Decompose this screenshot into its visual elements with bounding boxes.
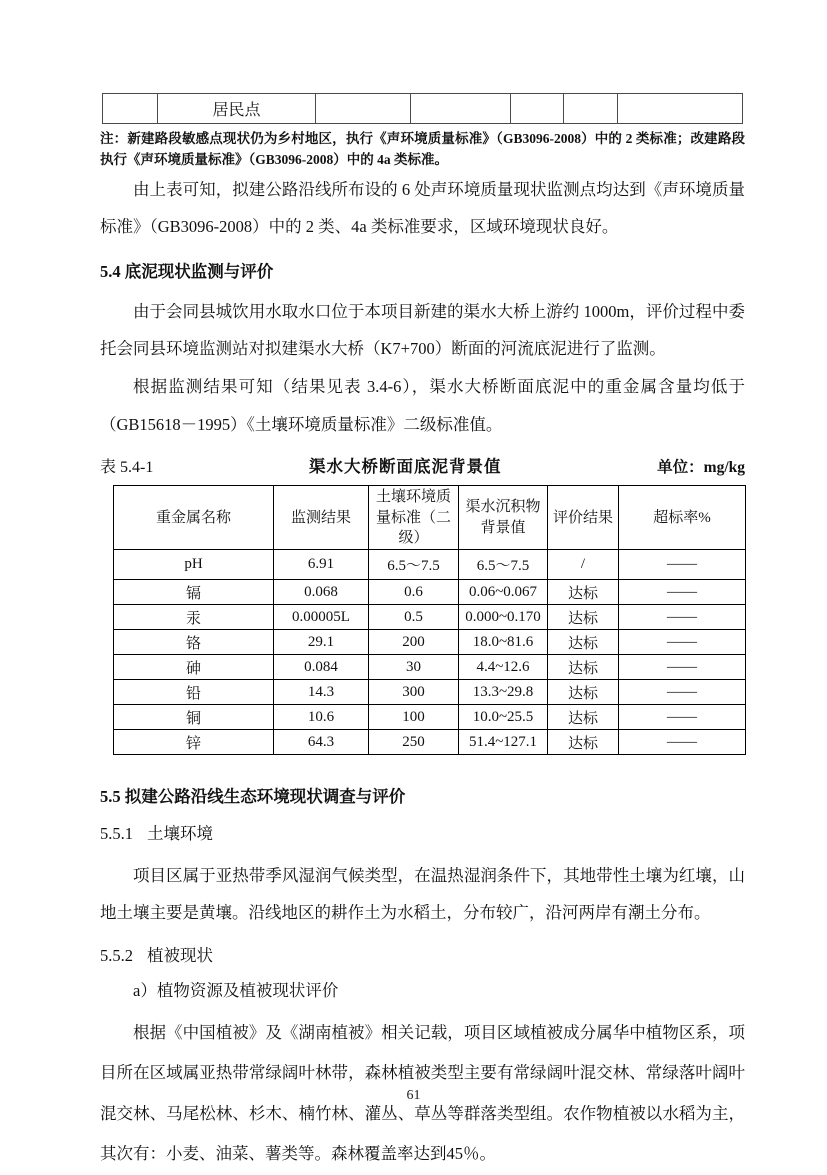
sediment-background-table: [113, 485, 746, 755]
cell-exceed: ——: [619, 630, 746, 655]
table-row-mercury: [114, 605, 746, 630]
cell-metal: 铬: [114, 630, 274, 655]
cell-eval: 达标: [548, 730, 619, 755]
header-sediment-background: 渠水沉积物背景值: [459, 486, 548, 550]
cell-metal: 锌: [114, 730, 274, 755]
empty-cell: [564, 94, 618, 124]
section-5-5-heading: 5.5 拟建公路沿线生态环境现状调查与评价: [100, 787, 406, 806]
table-label: 表 5.4-1: [100, 459, 154, 477]
noise-monitoring-table-fragment: [102, 93, 743, 124]
cell-result: 0.084: [274, 655, 369, 680]
header-eval-result: 评价结果: [548, 486, 619, 550]
cell-result: 6.91: [274, 550, 369, 580]
section-number: 5.5.1: [100, 823, 133, 843]
table-row-ph: [114, 550, 746, 580]
table-unit: 单位：mg/kg: [657, 459, 745, 477]
cell-result: 0.00005L: [274, 605, 369, 630]
cell-background: 13.3~29.8: [459, 680, 548, 705]
cell-standard: 6.5～7.5: [369, 550, 459, 580]
cell-result: 10.6: [274, 705, 369, 730]
section-5-5-2-heading: [100, 944, 745, 969]
cell-exceed: ——: [619, 550, 746, 580]
cell-exceed: ——: [619, 705, 746, 730]
cell-metal: 砷: [114, 655, 274, 680]
document-page: [100, 93, 745, 1175]
cell-eval: 达标: [548, 705, 619, 730]
noise-standard-note: 注：新建路段敏感点现状仍为乡村地区，执行《声环境质量标准》（GB3096-2008）中的 2 类标准；改建路段执行《声环境质量标准》（GB3096-2008）中的 4a 类标准。: [100, 131, 745, 167]
page-number: 61: [406, 1088, 421, 1103]
noise-conclusion-paragraph: 由上表可知，拟建公路沿线所布设的 6 处声环境质量现状监测点均达到《声环境质量标准》（GB3096-2008）中的 2 类、4a 类标准要求，区域环境现状良好。: [100, 179, 745, 237]
soil-paragraph: 项目区属于亚热带季风湿润气候类型，在温热湿润条件下，其地带性土壤为红壤，山地土壤主要是黄壤。沿线地区的耕作土为水稻土，分布较广，沿河两岸有潮土分布。: [100, 865, 745, 923]
empty-cell: [316, 94, 411, 124]
cell-exceed: ——: [619, 605, 746, 630]
cell-result: 29.1: [274, 630, 369, 655]
vegetation-paragraph: 根据《中国植被》及《湖南植被》相关记载，项目区域植被成分属华中植物区系，项目所在区域属亚热带常绿阔叶林带，森林植被类型主要有常绿阔叶混交林、常绿落叶阔叶混交林、马尾松林、杉木、楠竹林、灌丛、草丛等群落类型组。农作物植被以水稻为主，其次有：小麦、油菜、薯类等。森林覆盖率达到45％。: [100, 1022, 745, 1164]
cell-exceed: ——: [619, 680, 746, 705]
cell-eval: 达标: [548, 580, 619, 605]
header-monitor-result: 监测结果: [274, 486, 369, 550]
cell-eval: 达标: [548, 655, 619, 680]
cell-background: 4.4~12.6: [459, 655, 548, 680]
cell-result: 64.3: [274, 730, 369, 755]
cell-standard: 300: [369, 680, 459, 705]
table-row-copper: [114, 705, 746, 730]
cell-standard: 0.5: [369, 605, 459, 630]
table-title: 渠水大桥断面底泥背景值: [309, 457, 502, 477]
cell-background: 0.06~0.067: [459, 580, 548, 605]
cell-result: 14.3: [274, 680, 369, 705]
table-row-chromium: [114, 630, 746, 655]
header-metal-name: 重金属名称: [114, 486, 274, 550]
cell-background: 51.4~127.1: [459, 730, 548, 755]
item-a-label: a）植物资源及植被现状评价: [133, 981, 339, 1001]
empty-cell: [511, 94, 564, 124]
cell-result: 0.068: [274, 580, 369, 605]
section-5-5-1-heading: [100, 822, 745, 847]
section-5-4-paragraph-1: 由于会同县城饮用水取水口位于本项目新建的渠水大桥上游约 1000m，评价过程中委托会同县环境监测站对拟建渠水大桥（K7+700）断面的河流底泥进行了监测。: [100, 301, 745, 359]
empty-cell: [618, 94, 743, 124]
section-title: 土壤环境: [147, 823, 213, 843]
table-row-cadmium: [114, 580, 746, 605]
table-row: [103, 94, 743, 124]
section-number: 5.5.2: [100, 945, 133, 965]
cell-metal: 汞: [114, 605, 274, 630]
cell-metal: 铅: [114, 680, 274, 705]
table-row-lead: [114, 680, 746, 705]
cell-metal: pH: [114, 550, 274, 580]
cell-eval: /: [548, 550, 619, 580]
table-header-row: [114, 486, 746, 550]
cell-standard: 100: [369, 705, 459, 730]
cell-background: 0.000~0.170: [459, 605, 548, 630]
table-row-zinc: [114, 730, 746, 755]
cell-standard: 200: [369, 630, 459, 655]
cell-eval: 达标: [548, 680, 619, 705]
cell-background: 18.0~81.6: [459, 630, 548, 655]
table-row-arsenic: [114, 655, 746, 680]
resident-point-cell: 居民点: [158, 94, 316, 124]
cell-exceed: ——: [619, 580, 746, 605]
section-5-4-heading: 5.4 底泥现状监测与评价: [100, 262, 274, 282]
section-5-4-paragraph-2: 根据监测结果可知（结果见表 3.4-6），渠水大桥断面底泥中的重金属含量均低于（GB15618－1995）《土壤环境质量标准》二级标准值。: [100, 377, 745, 434]
cell-eval: 达标: [548, 630, 619, 655]
cell-eval: 达标: [548, 605, 619, 630]
cell-exceed: ——: [619, 730, 746, 755]
cell-metal: 铜: [114, 705, 274, 730]
cell-exceed: ——: [619, 655, 746, 680]
cell-standard: 30: [369, 655, 459, 680]
cell-standard: 0.6: [369, 580, 459, 605]
header-soil-standard: 土壤环境质量标准（二级）: [369, 486, 459, 550]
cell-metal: 镉: [114, 580, 274, 605]
header-exceed-rate: 超标率%: [619, 486, 746, 550]
empty-cell: [411, 94, 511, 124]
cell-background: 10.0~25.5: [459, 705, 548, 730]
cell-background: 6.5～7.5: [459, 550, 548, 580]
empty-cell: [103, 94, 158, 124]
cell-standard: 250: [369, 730, 459, 755]
table-caption-row: [100, 453, 745, 477]
section-title: 植被现状: [147, 945, 213, 965]
